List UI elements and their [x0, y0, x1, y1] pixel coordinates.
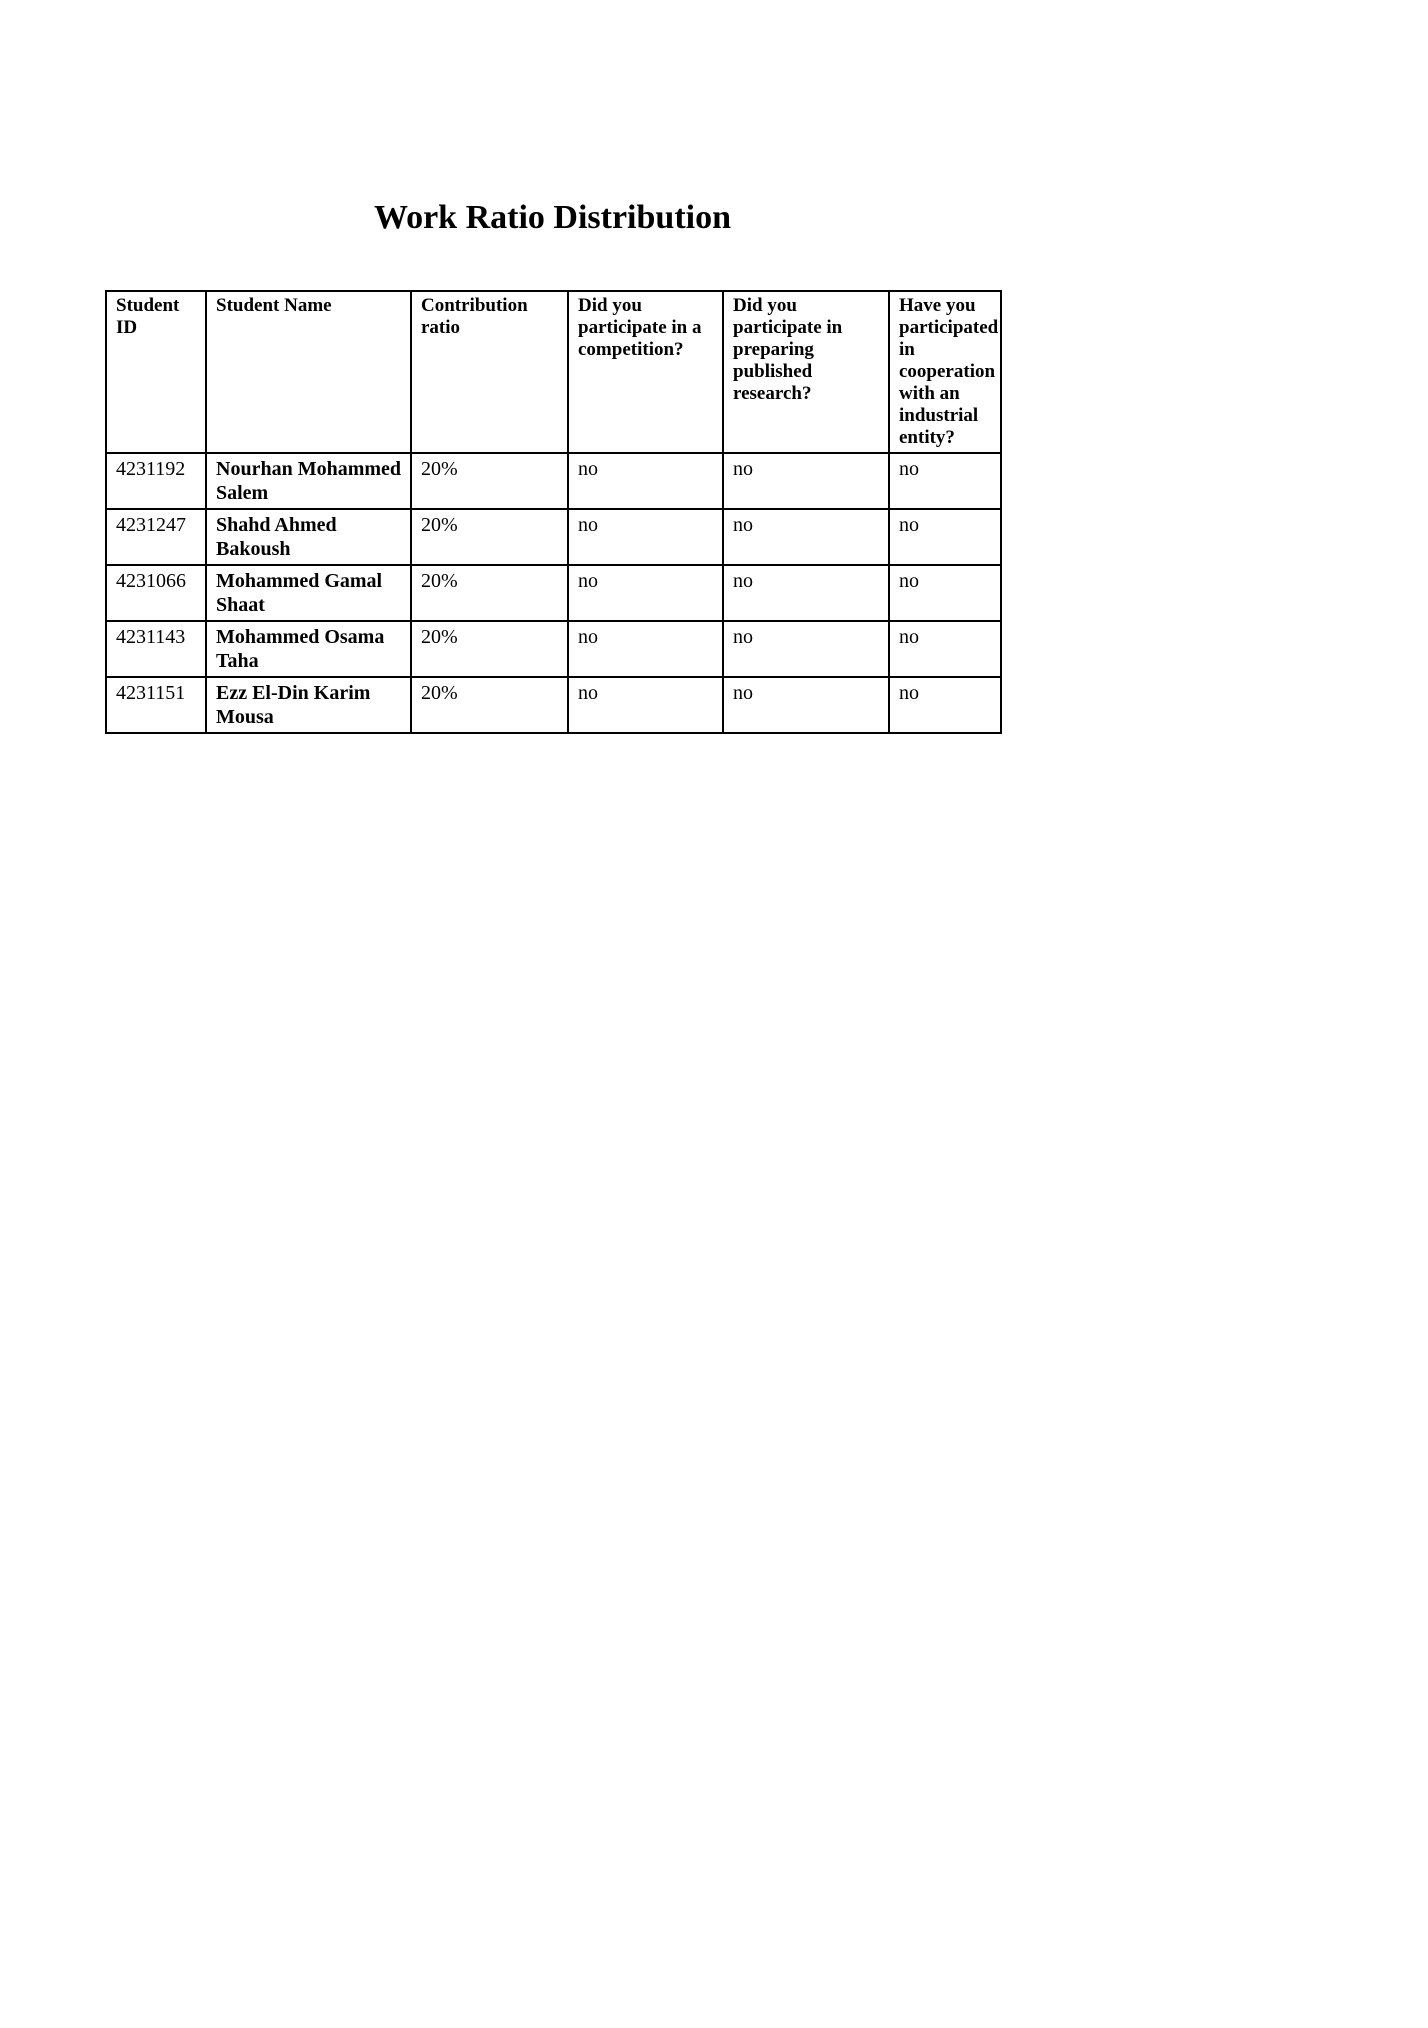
table-row — [106, 565, 1001, 621]
table-header — [106, 291, 1001, 453]
work-ratio-table — [105, 290, 1002, 734]
table-row — [106, 453, 1001, 509]
cell-industry: no — [889, 565, 1001, 621]
cell-id: 4231192 — [106, 453, 206, 509]
cell-industry: no — [889, 453, 1001, 509]
cell-id: 4231151 — [106, 677, 206, 733]
cell-ratio: 20% — [411, 453, 568, 509]
cell-id: 4231066 — [106, 565, 206, 621]
cell-name: Ezz El-Din Karim Mousa — [206, 677, 411, 733]
column-header: Have you participated in cooperation with an industrial entity? — [889, 291, 1001, 453]
cell-name: Mohammed Osama Taha — [206, 621, 411, 677]
cell-competition: no — [568, 565, 723, 621]
column-header: Student Name — [206, 291, 411, 453]
column-header: Did you participate in preparing published research? — [723, 291, 889, 453]
cell-research: no — [723, 621, 889, 677]
cell-ratio: 20% — [411, 621, 568, 677]
cell-ratio: 20% — [411, 565, 568, 621]
cell-ratio: 20% — [411, 509, 568, 565]
cell-competition: no — [568, 677, 723, 733]
cell-industry: no — [889, 621, 1001, 677]
cell-name: Nourhan Mohammed Salem — [206, 453, 411, 509]
cell-research: no — [723, 509, 889, 565]
cell-competition: no — [568, 453, 723, 509]
table-body — [106, 453, 1001, 733]
cell-name: Shahd Ahmed Bakoush — [206, 509, 411, 565]
column-header: Contribution ratio — [411, 291, 568, 453]
cell-id: 4231143 — [106, 621, 206, 677]
cell-id: 4231247 — [106, 509, 206, 565]
header-row — [106, 291, 1001, 453]
cell-competition: no — [568, 509, 723, 565]
cell-name: Mohammed Gamal Shaat — [206, 565, 411, 621]
table-row — [106, 677, 1001, 733]
column-header: Did you participate in a competition? — [568, 291, 723, 453]
cell-competition: no — [568, 621, 723, 677]
cell-industry: no — [889, 509, 1001, 565]
cell-research: no — [723, 453, 889, 509]
document-content — [105, 0, 1000, 734]
table-row — [106, 509, 1001, 565]
column-header: Student ID — [106, 291, 206, 453]
cell-research: no — [723, 677, 889, 733]
cell-ratio: 20% — [411, 677, 568, 733]
cell-research: no — [723, 565, 889, 621]
cell-industry: no — [889, 677, 1001, 733]
page-title: Work Ratio Distribution — [373, 199, 732, 236]
table-row — [106, 621, 1001, 677]
